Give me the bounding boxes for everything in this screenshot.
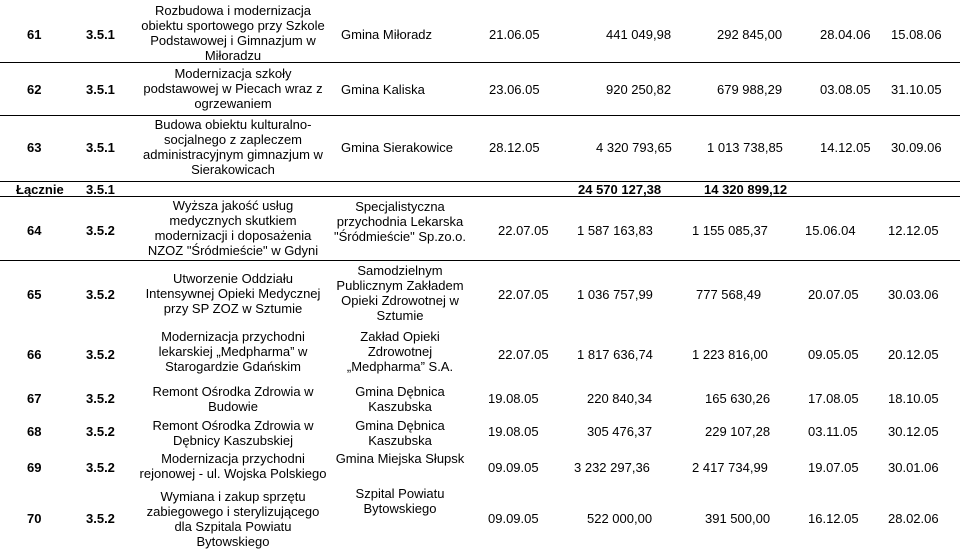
project-title: Utworzenie Oddziału Intensywnej Opieki Medycznej przy SP ZOZ w Sztumie (145, 271, 321, 316)
row-lp: 69 (27, 460, 42, 475)
cofinance-value: 165 630,26 (705, 391, 771, 406)
beneficiary: Gmina Miejska Słupsk (335, 451, 465, 466)
date-sign: 09.09.05 (488, 460, 539, 475)
project-title: Budowa obiektu kulturalno- socjalnego z zapleczem administracyjnym gimnazjum w Sierakowicach (143, 117, 323, 177)
date-sign: 22.07.05 (498, 347, 549, 362)
row-lp: 65 (27, 287, 42, 302)
project-title: Remont Ośrodka Zdrowia w Dębnicy Kaszubskiej (152, 418, 314, 448)
summary-label: Łącznie (16, 182, 64, 197)
date-end: 30.01.06 (888, 460, 939, 475)
row-divider (0, 115, 960, 116)
date-start: 15.06.04 (805, 223, 856, 238)
row-divider (0, 196, 960, 197)
date-start: 03.11.05 (808, 424, 858, 439)
row-lp: 67 (27, 391, 42, 406)
date-start: 03.08.05 (820, 82, 871, 97)
total-value: 1 817 636,74 (577, 347, 653, 362)
row-code: 3.5.1 (86, 140, 115, 155)
date-start: 28.04.06 (820, 27, 871, 42)
summary-cofinance: 14 320 899,12 (704, 182, 788, 197)
total-value: 920 250,82 (606, 82, 672, 97)
date-end: 18.10.05 (888, 391, 939, 406)
summary-total: 24 570 127,38 (578, 182, 662, 197)
cofinance-value: 777 568,49 (696, 287, 762, 302)
cofinance-value: 1 155 085,37 (692, 223, 768, 238)
row-lp: 64 (27, 223, 42, 238)
date-end: 30.12.05 (888, 424, 939, 439)
total-value: 1 587 163,83 (577, 223, 653, 238)
total-value: 305 476,37 (587, 424, 653, 439)
date-start: 19.07.05 (808, 460, 859, 475)
project-title: Remont Ośrodka Zdrowia w Budowie (152, 384, 314, 414)
beneficiary: Gmina Kaliska (341, 82, 425, 97)
row-code: 3.5.1 (86, 82, 115, 97)
project-title: Modernizacja przychodni rejonowej - ul. Wojska Polskiego (139, 451, 327, 481)
cofinance-value: 679 988,29 (717, 82, 783, 97)
row-lp: 63 (27, 140, 42, 155)
row-code: 3.5.2 (86, 511, 115, 526)
total-value: 220 840,34 (587, 391, 653, 406)
date-sign: 19.08.05 (488, 424, 539, 439)
date-sign: 09.09.05 (488, 511, 539, 526)
row-lp: 70 (27, 511, 42, 526)
row-divider (0, 181, 960, 182)
row-code: 3.5.2 (86, 223, 115, 238)
date-end: 12.12.05 (888, 223, 939, 238)
date-start: 17.08.05 (808, 391, 859, 406)
date-sign: 23.06.05 (489, 82, 540, 97)
cofinance-value: 229 107,28 (705, 424, 771, 439)
total-value: 1 036 757,99 (577, 287, 653, 302)
total-value: 4 320 793,65 (596, 140, 672, 155)
date-sign: 21.06.05 (489, 27, 540, 42)
beneficiary: Szpital Powiatu Bytowskiego (355, 486, 445, 516)
row-code: 3.5.2 (86, 424, 115, 439)
summary-code: 3.5.1 (86, 182, 115, 197)
cofinance-value: 391 500,00 (705, 511, 771, 526)
cofinance-value: 292 845,00 (717, 27, 783, 42)
row-divider (0, 260, 960, 261)
date-sign: 19.08.05 (488, 391, 539, 406)
date-end: 30.09.06 (891, 140, 942, 155)
row-lp: 68 (27, 424, 42, 439)
date-end: 31.10.05 (891, 82, 942, 97)
date-end: 28.02.06 (888, 511, 939, 526)
row-lp: 61 (27, 27, 42, 42)
date-end: 20.12.05 (888, 347, 939, 362)
project-title: Modernizacja szkoły podstawowej w Piecach wraz z ogrzewaniem (143, 66, 323, 111)
beneficiary: Samodzielnym Publicznym Zakładem Opieki Zdrowotnej w Sztumie (336, 263, 464, 323)
beneficiary: Gmina Dębnica Kaszubska (355, 384, 445, 414)
cofinance-value: 1 013 738,85 (707, 140, 783, 155)
beneficiary: Gmina Dębnica Kaszubska (355, 418, 445, 448)
beneficiary: Specjalistyczna przychodnia Lekarska "Śródmieście" Sp.zo.o. (333, 199, 467, 244)
row-code: 3.5.2 (86, 460, 115, 475)
project-title: Wyższa jakość usług medycznych skutkiem modernizacji i doposażenia NZOZ "Śródmieście" w Gdyni (147, 198, 319, 258)
row-code: 3.5.2 (86, 391, 115, 406)
date-sign: 22.07.05 (498, 223, 549, 238)
total-value: 441 049,98 (606, 27, 672, 42)
project-title: Wymiana i zakup sprzętu zabiegowego i sterylizującego dla Szpitala Powiatu Bytowskiego (146, 489, 320, 549)
date-start: 20.07.05 (808, 287, 859, 302)
row-lp: 66 (27, 347, 42, 362)
date-sign: 22.07.05 (498, 287, 549, 302)
date-end: 30.03.06 (888, 287, 939, 302)
beneficiary: Zakład Opieki Zdrowotnej „Medpharma” S.A. (346, 329, 454, 374)
row-code: 3.5.2 (86, 287, 115, 302)
row-lp: 62 (27, 82, 42, 97)
project-title: Rozbudowa i modernizacja obiektu sportowego przy Szkole Podstawowej i Gimnazjum w Miłoradzu (141, 3, 325, 63)
date-start: 14.12.05 (820, 140, 871, 155)
cofinance-value: 2 417 734,99 (692, 460, 768, 475)
beneficiary: Gmina Sierakowice (341, 140, 453, 155)
total-value: 522 000,00 (587, 511, 653, 526)
project-title: Modernizacja przychodni lekarskiej „Medpharma” w Starogardzie Gdańskim (158, 329, 308, 374)
date-end: 15.08.06 (891, 27, 942, 42)
row-code: 3.5.2 (86, 347, 115, 362)
date-start: 09.05.05 (808, 347, 859, 362)
beneficiary: Gmina Miłoradz (341, 27, 433, 42)
date-sign: 28.12.05 (489, 140, 540, 155)
row-code: 3.5.1 (86, 27, 115, 42)
total-value: 3 232 297,36 (574, 460, 650, 475)
cofinance-value: 1 223 816,00 (692, 347, 768, 362)
date-start: 16.12.05 (808, 511, 859, 526)
